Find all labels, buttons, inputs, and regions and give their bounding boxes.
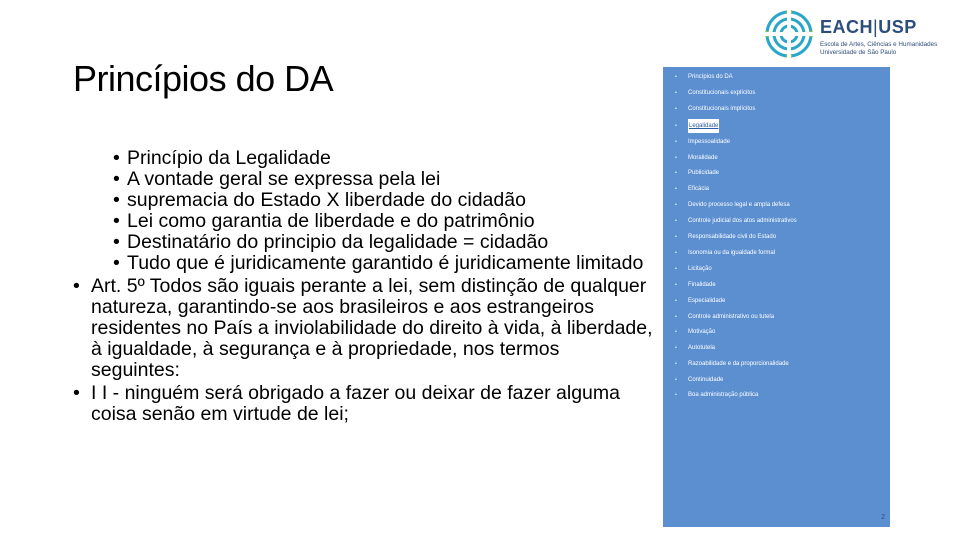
logo-separator: | bbox=[873, 17, 879, 37]
sidebar-bullet: • bbox=[675, 298, 677, 304]
bullet-item bbox=[73, 148, 653, 169]
sidebar-item-label: Impessoalidade bbox=[688, 139, 731, 145]
sidebar-item[interactable] bbox=[663, 357, 890, 371]
sidebar-item[interactable] bbox=[663, 151, 890, 165]
bullet-dot: • bbox=[113, 168, 120, 190]
sidebar-bullet: • bbox=[675, 155, 677, 161]
sidebar-bullet: • bbox=[675, 234, 677, 240]
sidebar-item-label: Motivação bbox=[688, 329, 716, 335]
sidebar-bullet: • bbox=[675, 106, 677, 112]
bullet-dot: • bbox=[113, 231, 120, 253]
logo-subtitle bbox=[820, 41, 937, 57]
sidebar-item-label: Devido processo legal e ampla defesa bbox=[688, 202, 790, 208]
sidebar-item[interactable] bbox=[663, 246, 890, 260]
sidebar-bullet: • bbox=[675, 202, 677, 208]
sidebar-bullet: • bbox=[675, 392, 677, 398]
sidebar-item[interactable] bbox=[663, 388, 890, 402]
sidebar-item-label: Eficácia bbox=[688, 186, 710, 192]
outline-sidebar bbox=[663, 67, 890, 527]
bullet-dot: • bbox=[73, 275, 80, 297]
bullet-item bbox=[73, 190, 653, 211]
bullet-item bbox=[73, 232, 653, 253]
sidebar-item[interactable] bbox=[663, 373, 890, 387]
sidebar-item-label: Constitucionais implícitos bbox=[688, 106, 756, 112]
sidebar-bullet: • bbox=[675, 345, 677, 351]
sidebar-bullet: • bbox=[675, 329, 677, 335]
sidebar-item-label: Constitucionais explícitos bbox=[688, 90, 756, 96]
logo-name bbox=[820, 17, 917, 38]
sidebar-item-label: Moralidade bbox=[688, 155, 718, 161]
sidebar-item[interactable] bbox=[663, 341, 890, 355]
sidebar-bullet: • bbox=[675, 170, 677, 176]
bullet-item bbox=[73, 169, 653, 190]
sidebar-item-label: Finalidade bbox=[688, 282, 716, 288]
sidebar-bullet: • bbox=[675, 218, 677, 224]
sidebar-item[interactable] bbox=[663, 262, 890, 276]
each-usp-logo bbox=[763, 8, 938, 68]
sidebar-item[interactable] bbox=[663, 230, 890, 244]
sidebar-bullet: • bbox=[675, 186, 677, 192]
sidebar-item-label: Legalidade bbox=[688, 119, 719, 133]
sidebar-item[interactable] bbox=[663, 325, 890, 339]
sidebar-item-label: Publicidade bbox=[688, 170, 720, 176]
sidebar-item-label: Especialidade bbox=[688, 298, 726, 304]
bullet-text: A vontade geral se expressa pela lei bbox=[127, 168, 441, 190]
bullet-text: Destinatário do principio da legalidade = cidadão bbox=[127, 231, 549, 253]
bullet-text: Tudo que é juridicamente garantido é juridicamente limitado bbox=[127, 252, 644, 274]
bullet-list bbox=[73, 148, 653, 425]
sidebar-bullet: • bbox=[675, 139, 677, 145]
bullet-text: supremacia do Estado X liberdade do cidadão bbox=[127, 189, 526, 211]
bullet-item bbox=[73, 276, 653, 381]
sidebar-item-label: Responsabilidade civil do Estado bbox=[688, 234, 777, 240]
sidebar-item[interactable] bbox=[663, 198, 890, 212]
bullet-text: Lei como garantia de liberdade e do patrimônio bbox=[127, 210, 535, 232]
slide-title: Princípios do DA bbox=[73, 58, 334, 99]
bullet-dot: • bbox=[73, 382, 80, 404]
bullet-dot: • bbox=[113, 210, 120, 232]
sidebar-item-label: Isonomia ou da igualdade formal bbox=[688, 250, 776, 256]
sidebar-item-label: Licitação bbox=[688, 266, 712, 272]
logo-mark-icon bbox=[763, 8, 815, 60]
sidebar-item[interactable] bbox=[663, 182, 890, 196]
sidebar-item-label: Razoabilidade e da proporcionalidade bbox=[688, 361, 789, 367]
logo-sub-line1: Escola de Artes, Ciências e Humanidades bbox=[820, 41, 938, 48]
sidebar-item-label: Princípios do DA bbox=[688, 74, 733, 80]
sidebar-item[interactable] bbox=[663, 70, 890, 84]
sidebar-item-label: Boa administração pública bbox=[688, 392, 759, 398]
sidebar-item-label: Autotutela bbox=[688, 345, 716, 351]
sidebar-item[interactable] bbox=[663, 86, 890, 100]
bullet-text: Art. 5º Todos são iguais perante a lei, sem distinção de qualquer natureza, garantindo-se aos brasileiros e aos estrangeiros residentes no País a inviolabilidade do direito à vida, à liberdade, à igualdade, à segurança e à propriedade, nos termos seguintes: bbox=[91, 275, 653, 381]
sidebar-item-label: Controle administrativo ou tutela bbox=[688, 314, 775, 320]
sidebar-item[interactable] bbox=[663, 294, 890, 308]
bullet-dot: • bbox=[113, 147, 120, 169]
sidebar-item[interactable] bbox=[663, 135, 890, 149]
sidebar-bullet: • bbox=[675, 266, 677, 272]
bullet-text: I I - ninguém será obrigado a fazer ou deixar de fazer alguma coisa senão em virtude de lei; bbox=[91, 382, 620, 425]
sidebar-item[interactable] bbox=[663, 166, 890, 180]
sidebar-bullet: • bbox=[675, 377, 677, 383]
bullet-item bbox=[73, 253, 653, 274]
sidebar-item[interactable] bbox=[663, 310, 890, 324]
sidebar-item-label: Continuidade bbox=[688, 377, 724, 383]
sidebar-bullet: • bbox=[675, 282, 677, 288]
bullet-text: Princípio da Legalidade bbox=[127, 147, 331, 169]
sidebar-item[interactable] bbox=[663, 278, 890, 292]
bullet-item bbox=[73, 383, 653, 425]
sidebar-item[interactable] bbox=[663, 119, 890, 133]
sidebar-bullet: • bbox=[675, 123, 677, 129]
bullet-dot: • bbox=[113, 252, 120, 274]
logo-sub-line2: Universidade de São Paulo bbox=[820, 49, 897, 56]
page-number: 2 bbox=[881, 514, 885, 521]
sidebar-item[interactable] bbox=[663, 214, 890, 228]
sidebar-bullet: • bbox=[675, 361, 677, 367]
bullet-item bbox=[73, 211, 653, 232]
sidebar-bullet: • bbox=[675, 74, 677, 80]
sidebar-bullet: • bbox=[675, 250, 677, 256]
sidebar-item-label: Controle judicial dos atos administrativos bbox=[688, 218, 797, 224]
sidebar-bullet: • bbox=[675, 314, 677, 320]
sidebar-bullet: • bbox=[675, 90, 677, 96]
logo-each: EACH bbox=[820, 17, 874, 37]
sidebar-item[interactable] bbox=[663, 102, 890, 116]
bullet-dot: • bbox=[113, 189, 120, 211]
logo-usp: USP bbox=[878, 17, 917, 37]
